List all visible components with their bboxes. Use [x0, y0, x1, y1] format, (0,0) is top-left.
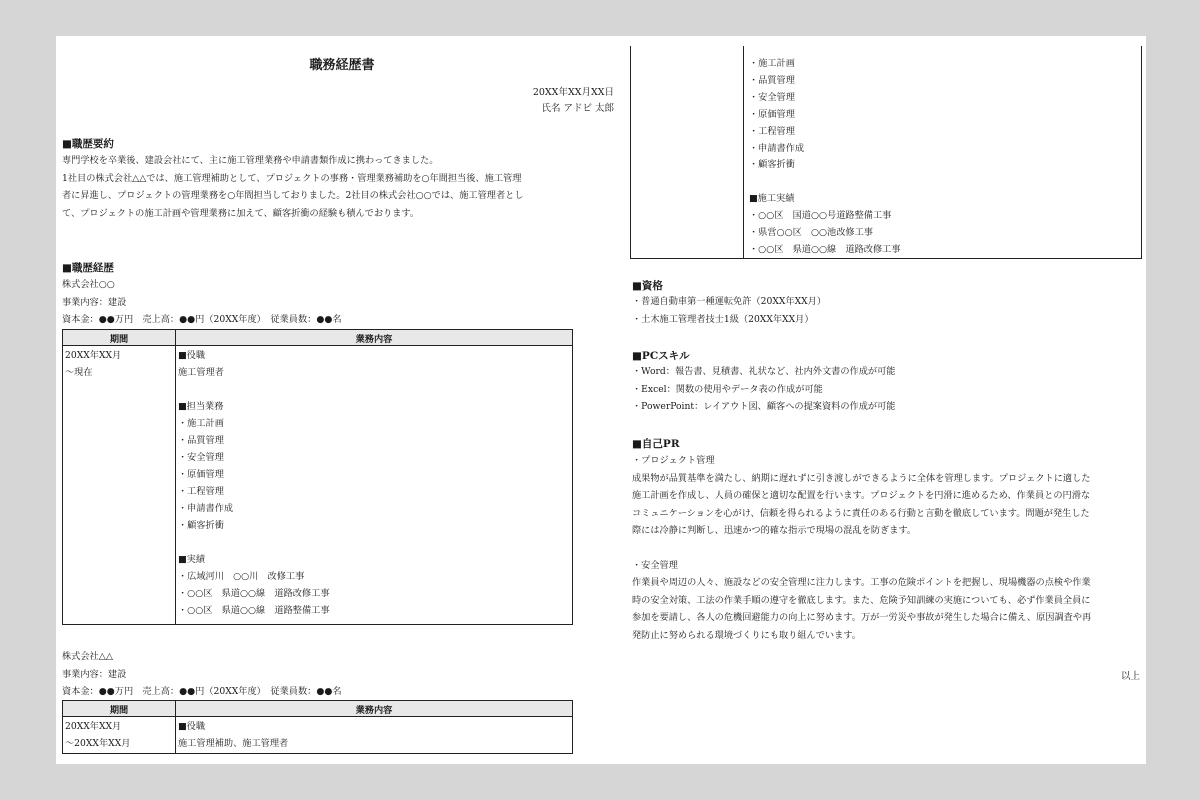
pc-skill-item: ・Excel：関数の使用やデータ表の作成が可能: [632, 383, 823, 395]
content-spacer: [749, 174, 901, 191]
self-pr-line: ・プロジェクト管理: [632, 455, 715, 466]
content-line: ・○○区 県道○○線 道路整備工事: [178, 605, 330, 616]
applicant-name: 氏名 アドビ 太郎: [541, 103, 614, 114]
qualification-item: ・土木施工管理者技士1級（20XX年XX月）: [632, 313, 814, 325]
self-pr-line: 成果物が品質基準を満たし、納期に遅れずに引き渡しができるように全体を管理します。プロジェクトに適した: [632, 472, 1091, 484]
content-line: ・県営○○区 ○○池改修工事: [749, 227, 873, 239]
period-line: ～20XX年XX月: [65, 738, 131, 749]
document-date: 20XX年XX月XX日: [532, 87, 614, 98]
company2-content: [176, 717, 573, 754]
company1-stats: 資本金：●●万円 売上高：●●円（20XX年度） 従業員数：●●名: [62, 314, 342, 325]
self-pr-line: ・安全管理: [632, 559, 678, 571]
history-heading: ■職歴経歴: [62, 262, 114, 274]
content-line: ・○○区 県道○○線 道路改修工事: [749, 244, 901, 256]
qualification-item: ・普通自動車第一種運転免許（20XX年XX月）: [632, 296, 827, 307]
company1-info: [62, 276, 342, 329]
content-line: ・施工計画: [749, 58, 795, 69]
self-pr-line: 発防止に努められる環境づくりにも取り組んでいます。: [632, 629, 861, 641]
summary-text: [62, 152, 524, 222]
self-pr-line: 作業員や周辺の人々、施設などの安全管理に注力します。工事の危険ポイントを把握し、現場機器の点検や作業: [632, 577, 1091, 588]
content-line: ・安全管理: [749, 91, 795, 103]
summary-line: て、プロジェクトの施工計画や管理業務に加えて、顧客折衝の経験も積んでおります。: [62, 207, 420, 219]
self-pr-line: コミュニケーションを心がけ、信頼を得られるように責任のある行動と言動を徹底しています。問題が発生した: [632, 507, 1090, 519]
period-header: 期間: [63, 330, 176, 346]
content-line: ■施工実績: [749, 193, 795, 205]
content-line: ・顧客折衝: [178, 520, 224, 531]
company1-content: [176, 346, 573, 625]
column-divider: [743, 46, 744, 258]
content-line: ・申請書作成: [749, 142, 805, 154]
content-spacer: [178, 534, 570, 551]
qualifications-heading: ■資格: [632, 280, 663, 292]
pc-skills-heading: ■PCスキル: [632, 350, 690, 362]
content-line: ■担当業務: [178, 401, 224, 412]
period-line: ～現在: [65, 367, 93, 378]
content-line: ・安全管理: [178, 452, 224, 463]
pc-skill-item: ・PowerPoint：レイアウト図、顧客への提案資料の作成が可能: [632, 401, 896, 412]
company1-period: [63, 346, 176, 625]
pc-skills-list: [632, 363, 896, 416]
company1-name: 株式会社○○: [62, 279, 115, 290]
period-line: 20XX年XX月: [65, 350, 122, 361]
company2-business: 事業内容：建設: [62, 668, 127, 680]
self-pr-spacer: [632, 540, 1142, 557]
company2-name: 株式会社△△: [62, 651, 113, 662]
summary-line: 1社目の株式会社△△では、施工管理補助として、プロジェクトの事務・管理業務補助を○年間担当後、施工管理: [62, 172, 522, 184]
document-title: 職務経歴書: [309, 58, 375, 73]
content-line: ・原価管理: [178, 469, 224, 480]
company2-continued-content: [749, 56, 901, 259]
company1-table: [62, 329, 573, 625]
company2-stats: 資本金：●●万円 売上高：●●円（20XX年度） 従業員数：●●名: [62, 686, 342, 697]
content-line: ・工程管理: [749, 125, 795, 137]
summary-heading: ■職歴要約: [62, 138, 114, 150]
self-pr-line: 時の安全対策、工法の作業手順の遵守を徹底します。また、危険予知訓練の実施についても、必ず作業員全員に: [632, 594, 1091, 606]
content-line: ■役職: [178, 721, 206, 732]
period-line: 20XX年XX月: [65, 721, 122, 732]
content-line: ・原価管理: [749, 108, 795, 120]
company2-period: [63, 717, 176, 754]
content-line: ・品質管理: [178, 435, 224, 446]
self-pr-line: 参加を要請し、各人の危機回避能力の向上に努めます。万が一労災や事故が発生した場合に備え、原因調査や再: [632, 612, 1092, 623]
resume-document: [56, 36, 1146, 764]
pc-skill-item: ・Word：報告書、見積書、礼状など、社内外文書の作成が可能: [632, 366, 896, 377]
summary-line: 者に昇進し、プロジェクトの管理業務を○年間担当しておりました。2社目の株式会社○○では、施工管理者とし: [62, 190, 524, 201]
content-header: 業務内容: [176, 701, 573, 717]
self-pr-text: [632, 452, 1142, 644]
self-pr-line: 施工計画を作成し、人員の確保と適切な配置を行います。プロジェクトを円滑に進めるため、作業員との円滑な: [632, 490, 1091, 501]
content-header: 業務内容: [176, 330, 573, 346]
content-line: ■実績: [178, 554, 206, 565]
content-line: ・○○区 県道○○線 道路改修工事: [178, 588, 330, 599]
content-line: 施工管理者: [178, 367, 224, 378]
content-line: ・品質管理: [749, 74, 795, 86]
company2-table: [62, 700, 573, 754]
summary-line: 専門学校を卒業後、建設会社にて、主に施工管理業務や申請書類作成に携わってきました。: [62, 155, 439, 166]
end-mark: 以上: [1120, 671, 1140, 682]
content-line: ・申請書作成: [178, 503, 234, 514]
content-line: ・施工計画: [178, 418, 224, 429]
self-pr-line: 際には冷静に判断し、迅速かつ的確な指示で現場の混乱を防ぎます。: [632, 525, 917, 536]
content-line: ・広域河川 ○○川 改修工事: [178, 571, 305, 582]
company2-table-continued: [630, 46, 1142, 259]
qualifications-list: [632, 293, 826, 328]
company2-info: [62, 648, 342, 701]
content-line: 施工管理補助、施工管理者: [178, 738, 289, 749]
content-line: ■役職: [178, 350, 206, 361]
company1-business: 事業内容：建設: [62, 296, 127, 308]
content-line: ・○○区 国道○○号道路整備工事: [749, 210, 892, 222]
content-line: ・工程管理: [178, 486, 224, 497]
self-pr-heading: ■自己PR: [632, 438, 680, 450]
content-line: ・顧客折衝: [749, 159, 795, 171]
period-header: 期間: [63, 701, 176, 717]
content-spacer: [178, 381, 570, 398]
